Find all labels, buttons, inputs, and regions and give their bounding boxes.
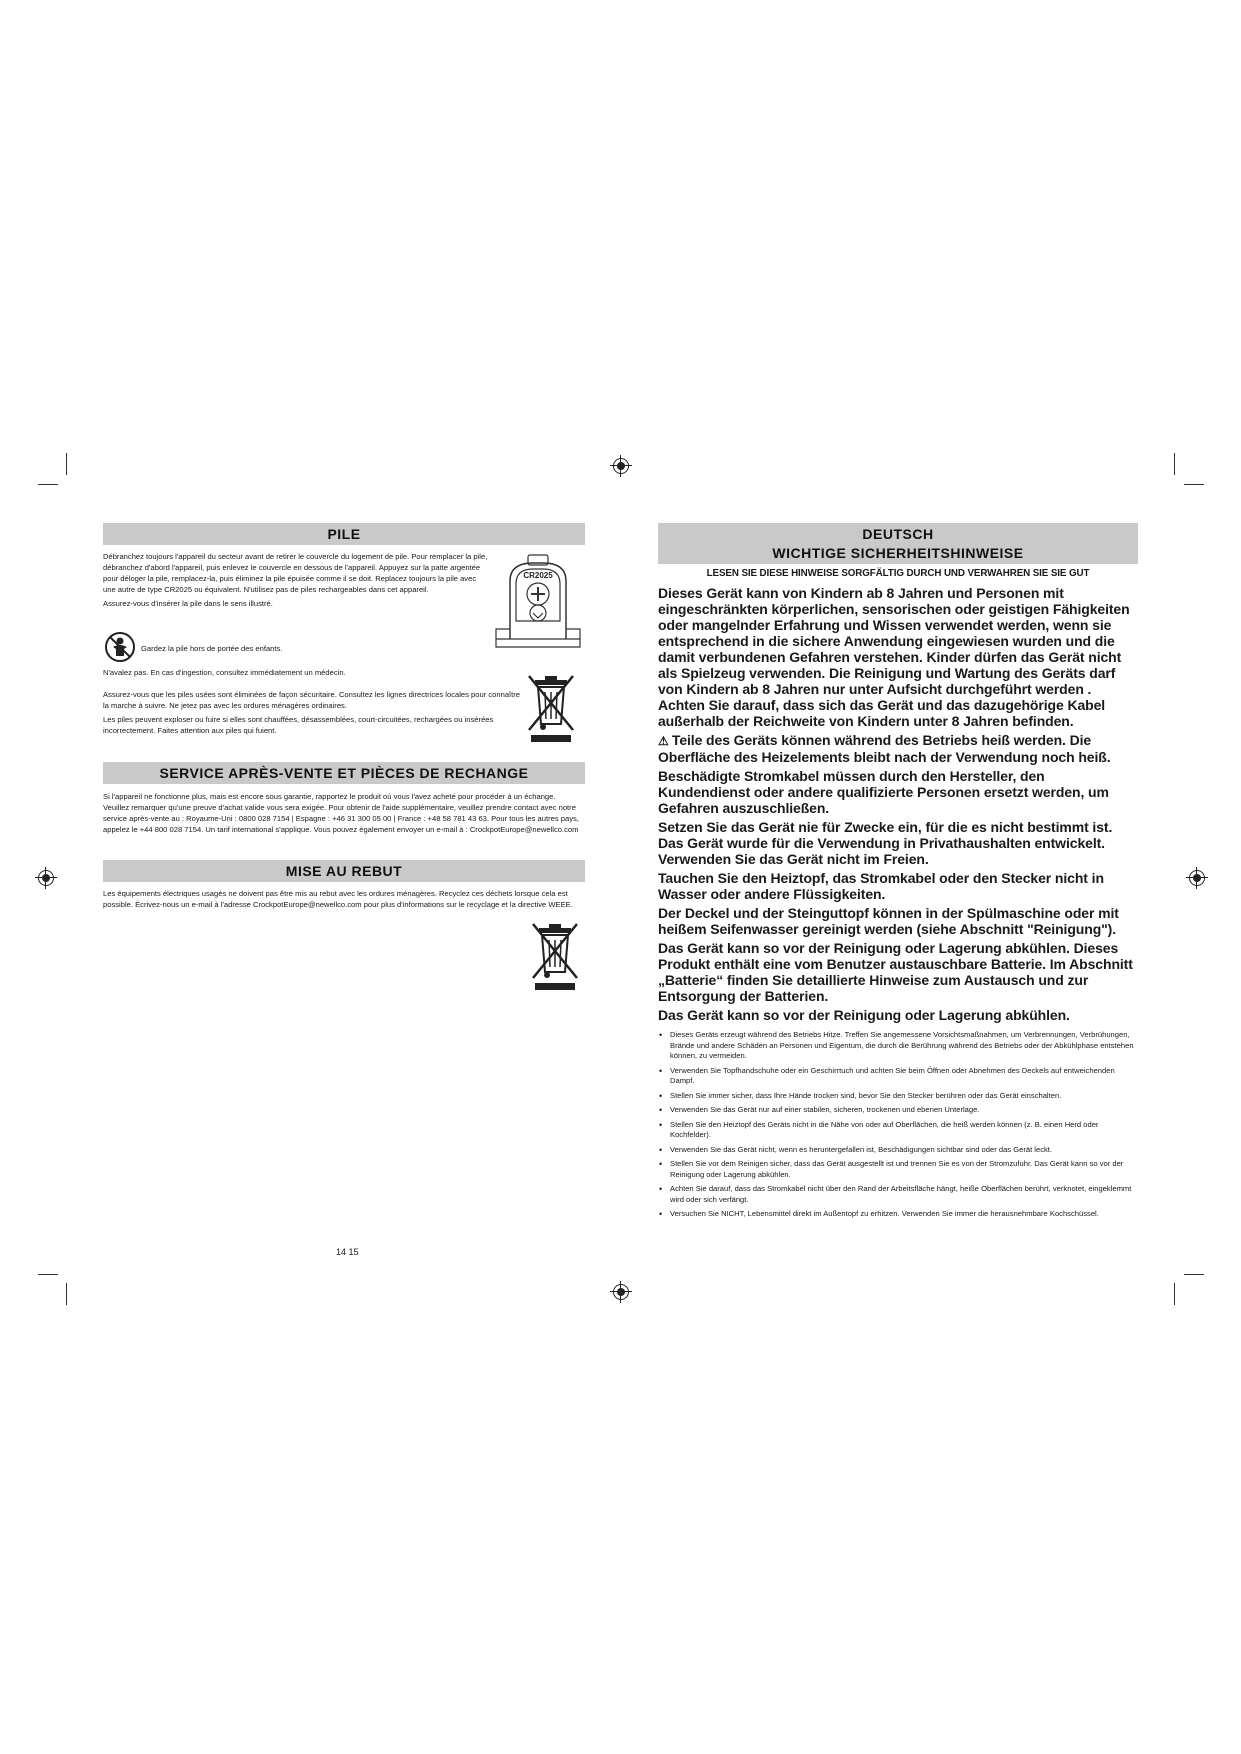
service-heading: SERVICE APRÈS-VENTE ET PIÈCES DE RECHANGE xyxy=(103,762,585,784)
language-title: DEUTSCH xyxy=(862,526,934,542)
list-item: • Stellen Sie immer sicher, dass Ihre Hände trocken sind, bevor Sie den Stecker berühren oder das Gerät einschalten. xyxy=(658,1091,1136,1102)
pile-instructions: Débranchez toujours l'appareil du secteur avant de retirer le couvercle du logement de pile. Pour remplacer la pile, débranchez d'abord l'appareil, puis enlevez le couvercle en dessous de l'appareil. Appuyez sur la patte argentée pour déloger la pile, remplacez-la, puis éliminez la pile épuisée comme il se doit. Replacez toujours la pile avec une autre de type CR2025 ou équivalent. N'utilisez pas de piles rechargeables dans cet appareil. xyxy=(103,552,488,594)
safety-paragraph: Beschädigte Stromkabel müssen durch den Hersteller, den Kundendienst oder andere qualifizierte Personen ersetzt werden, um Gefahren auszuschließen. xyxy=(658,768,1109,816)
registration-mark-icon xyxy=(38,870,54,886)
service-text: Si l'appareil ne fonctionne plus, mais est encore sous garantie, rapportez le produit où vous l'avez acheté pour procéder à un échange. Veuillez remarquer qu'une preuve d'achat valide vous sera exigée. Pour obtenir de l'aide supplémentaire, veuillez prendre contact avec notre service après-vente au : Royaume-Uni : 0800 028 7154 | Espagne : +46 31 300 05 00 | France : +48 58 781 43 63. Pour tous les autres pays, appelez le +44 800 028 7154. Un tarif international s'applique. Vous pouvez également envoyer un e-mail à : CrockpotEurope@newellco.com xyxy=(103,792,579,834)
safety-paragraph: Das Gerät kann so vor der Reinigung oder Lagerung abkühlen. xyxy=(658,1007,1070,1023)
safety-warnings xyxy=(658,585,1138,1026)
pile-swallow-warning: N'avalez pas. En cas d'ingestion, consultez immédiatement un médecin. xyxy=(103,668,346,677)
battery-holder-illustration xyxy=(488,551,588,651)
weee-crossed-bin-icon xyxy=(525,672,577,744)
pile-orientation-note: Assurez-vous d'insérer la pile dans le sens illustré. xyxy=(103,599,273,608)
list-item: • Verwenden Sie das Gerät nicht, wenn es heruntergefallen ist, Beschädigungen sichtbar sind oder das Gerät leckt. xyxy=(658,1145,1136,1156)
list-item: • Versuchen Sie NICHT, Lebensmittel direkt im Außentopf zu erhitzen. Verwenden Sie immer die herausnehmbare Kochschüssel. xyxy=(658,1209,1136,1220)
pile-disposal-section xyxy=(103,689,525,739)
registration-mark-icon xyxy=(613,1284,629,1300)
list-item: • Stellen Sie den Heiztopf des Geräts nicht in die Nähe von oder auf Oberflächen, die heiß werden können (z. B. einen Herd oder Kochfelder). xyxy=(658,1120,1136,1141)
pile-explode-warning: Les piles peuvent exploser ou fuire si elles sont chauffées, désassemblées, court-circuitées, rechargées ou insérées incorrectement. Faites attention aux piles qui fuient. xyxy=(103,715,494,735)
safety-paragraph: Das Gerät kann so vor der Reinigung oder Lagerung abkühlen. Dieses Produkt enthält eine vom Benutzer austauschbare Batterie. Im Abschnitt „Batterie“ finden Sie detaillierte Hinweise zum Austausch und zur Entsorgung der Batterien. xyxy=(658,940,1133,1004)
safety-subheading: LESEN SIE DIESE HINWEISE SORGFÄLTIG DURCH UND VERWAHREN SIE SIE GUT xyxy=(706,568,1090,579)
page-numbers: 14 15 xyxy=(336,1247,359,1257)
pile-section xyxy=(103,551,488,612)
list-item: • Dieses Geräts erzeugt während des Betriebs Hitze. Treffen Sie angemessene Vorsichtsmaßnahmen, um Verbrennungen, Verbrühungen, Brände und andere Schäden an Personen und Eigentum, die durch die Berührung während des Betriebs oder der Abkühlphase entstehen können, zu vermeiden. xyxy=(658,1030,1136,1062)
list-item: • Verwenden Sie Topfhandschuhe oder ein Geschirrtuch und achten Sie beim Öffnen oder Abnehmen des Deckels auf entweichenden Dampf. xyxy=(658,1066,1136,1087)
german-heading-block xyxy=(658,523,1138,564)
pile-disposal-text: Assurez-vous que les piles usées sont éliminées de façon sécuritaire. Consultez les lignes directrices locales pour connaître la marche à suivre. Ne jetez pas avec les ordures ménagères ordinaires. xyxy=(103,690,521,710)
rebut-heading: MISE AU REBUT xyxy=(103,860,585,882)
safety-paragraph: Tauchen Sie den Heiztopf, das Stromkabel oder den Stecker nicht in Wasser oder andere Flüssigkeiten. xyxy=(658,870,1104,902)
safety-paragraph: Setzen Sie das Gerät nie für Zwecke ein, für die es nicht bestimmt ist. Das Gerät wurde für die Verwendung in Privathaushalten entwickelt. Verwenden Sie das Gerät nicht im Freien. xyxy=(658,819,1113,867)
rebut-text: Les équipements électriques usagés ne doivent pas être mis au rebut avec les ordures ménagères. Recyclez ces déchets lorsque cela est possible. Écrivez-nous un e-mail à l'adresse CrockpotEurope@newellco.com pour plus d'informations sur le recyclage et la directive WEEE. xyxy=(103,889,573,909)
pile-heading: PILE xyxy=(103,523,585,545)
safety-paragraph: Der Deckel und der Steinguttopf können in der Spülmaschine oder mit heißem Seifenwasser gereinigt werden (siehe Abschnitt "Reinigung"). xyxy=(658,905,1119,937)
safety-bullet-list xyxy=(658,1030,1136,1224)
registration-mark-icon xyxy=(1189,870,1205,886)
keep-away-from-children-icon xyxy=(104,631,136,663)
registration-mark-icon xyxy=(613,458,629,474)
safety-paragraph-text: Teile des Geräts können während des Betriebs heiß werden. Die Oberfläche des Heizelements bleibt nach der Verwendung noch heiß. xyxy=(658,732,1111,765)
list-item: • Verwenden Sie das Gerät nur auf einer stabilen, sicheren, trockenen und ebenen Unterlage. xyxy=(658,1105,1136,1116)
warning-triangle-icon: ⚠ xyxy=(658,734,672,748)
safety-paragraph: Dieses Gerät kann von Kindern ab 8 Jahren und Personen mit eingeschränkten körperlichen, sensorischen oder geistigen Fähigkeiten oder mangelnder Erfahrung und Wissen verwendet werden, wenn sie entsprechend in die sichere Anwendung eingewiesen wurden und die damit verbundenen Gefahren verstehen. Kinder dürfen das Gerät nicht als Spielzeug verwenden. Die Reinigung und Wartung des Geräts darf von Kindern ab 8 Jahren nur unter Aufsicht durchgeführt werden . Achten Sie darauf, dass sich das Gerät und das dazugehörige Kabel außerhalb der Reichweite von Kindern unter 8 Jahren befinden. xyxy=(658,585,1130,729)
weee-crossed-bin-icon xyxy=(529,920,581,992)
child-warning-text: Gardez la pile hors de portée des enfants. xyxy=(141,644,283,653)
list-item: • Achten Sie darauf, dass das Stromkabel nicht über den Rand der Arbeitsfläche hängt, heiße Oberflächen berührt, verknotet, eingeklemmt wird oder sich verfängt. xyxy=(658,1184,1136,1205)
safety-paragraph-hot xyxy=(658,732,1138,765)
battery-type-label: CR2025 xyxy=(523,571,553,580)
safety-title: WICHTIGE SICHERHEITSHINWEISE xyxy=(772,545,1024,561)
list-item: • Stellen Sie vor dem Reinigen sicher, dass das Gerät ausgestellt ist und trennen Sie es von der Stromzufuhr. Das Gerät kann so vor der Reinigung oder Lagerung abkühlen. xyxy=(658,1159,1136,1180)
